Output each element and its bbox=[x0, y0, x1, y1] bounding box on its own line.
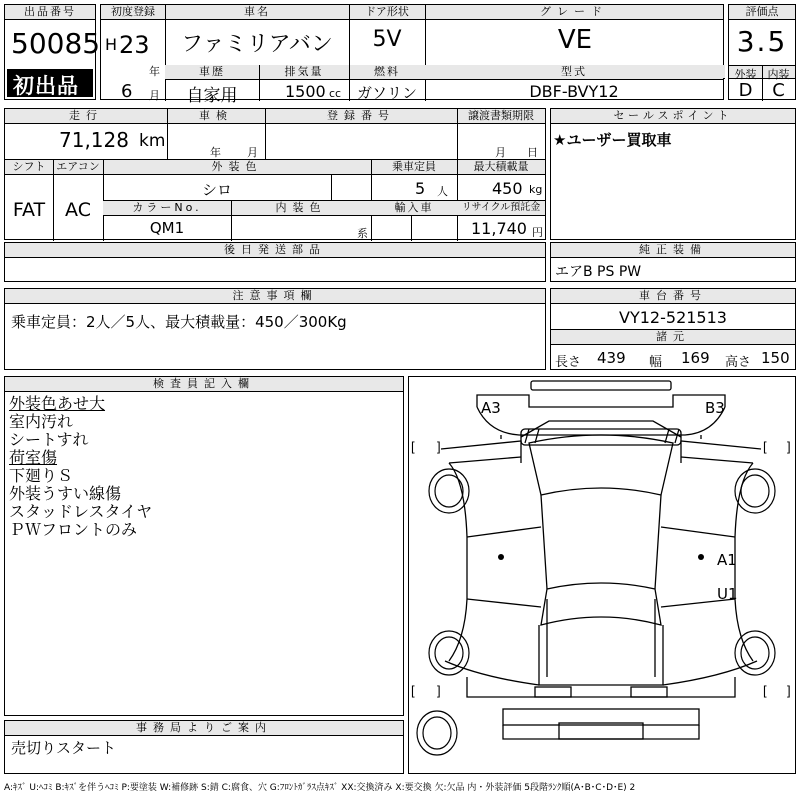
chassis-header: 車台番号 bbox=[551, 289, 795, 304]
model-code-value: DBF-BVY12 bbox=[529, 82, 619, 101]
exterior-grade: D bbox=[738, 80, 753, 101]
diagram-mark-u1: U1 bbox=[717, 585, 738, 603]
notes-box bbox=[4, 288, 546, 370]
max-load-unit: kg bbox=[529, 183, 543, 196]
equipment-box bbox=[550, 242, 796, 282]
selling-point-box bbox=[550, 108, 796, 240]
notes-value: 乗車定員：2人／5人、最大積載量：450／300Kg bbox=[11, 313, 347, 331]
era-label: H bbox=[105, 35, 118, 54]
interior-grade: C bbox=[772, 80, 785, 101]
fuel-header: 燃料 bbox=[349, 65, 425, 80]
vehicle-info-box bbox=[100, 4, 724, 106]
interior-header: 内装 bbox=[767, 68, 790, 81]
svg-text:]: ] bbox=[437, 683, 441, 698]
transfer-header: 譲渡書類期限 bbox=[457, 109, 545, 124]
office-value: 売切りスタート bbox=[11, 739, 117, 757]
lot-number: 50085 bbox=[11, 27, 101, 60]
height-label: 高さ bbox=[725, 355, 752, 370]
transfer-month-unit: 月 bbox=[495, 146, 506, 159]
score-header: 評価点 bbox=[729, 5, 795, 20]
legend-text: A:ｷｽﾞ U:ﾍｺﾐ B:ｷｽﾞを伴うﾍｺﾐ P:要塗装 W:補修跡 S:錆 C:腐食、穴 G:ﾌﾛﾝﾄｶﾞﾗｽ点ｷｽﾞ XX:交換済み X:要交換 欠:欠品 内・外装評価 5段階ﾗﾝｸ順(A･B･C･D･E) 2 bbox=[4, 783, 636, 793]
mileage-header: 走行 bbox=[5, 109, 167, 124]
mileage-value: 71,128 bbox=[59, 128, 129, 152]
svg-text:[: [ bbox=[763, 439, 767, 454]
color-no-header: カラーNo. bbox=[103, 201, 231, 216]
transfer-day-unit: 日 bbox=[527, 146, 538, 159]
office-box bbox=[4, 720, 404, 774]
inspection-year-unit: 年 bbox=[210, 146, 221, 159]
car-name-header: 車名 bbox=[165, 5, 349, 20]
inspector-box bbox=[4, 376, 404, 716]
recycle-value: 11,740 bbox=[471, 219, 527, 238]
car-diagram-svg bbox=[409, 377, 795, 773]
svg-text:[: [ bbox=[411, 439, 415, 454]
displacement-header: 排気量 bbox=[259, 65, 349, 80]
equipment-header: 純正装備 bbox=[551, 243, 795, 258]
recycle-header: リサイクル預託金 bbox=[457, 201, 545, 216]
spec-box bbox=[4, 108, 546, 240]
dimensions-header: 諸元 bbox=[551, 330, 795, 345]
capacity-value: 5 bbox=[415, 179, 426, 198]
inspector-note: ＰＷフロントのみ bbox=[9, 520, 138, 539]
inspector-header: 検査員記入欄 bbox=[5, 377, 403, 392]
width-value: 169 bbox=[681, 349, 710, 367]
svg-text:]: ] bbox=[437, 439, 441, 454]
capacity-header: 乗車定員 bbox=[371, 160, 457, 175]
first-reg-header: 初度登録 bbox=[101, 5, 165, 20]
lot-number-box bbox=[4, 4, 101, 100]
first-listing-label: 初出品 bbox=[13, 74, 79, 98]
int-color-unit: 系 bbox=[357, 227, 368, 240]
capacity-unit: 人 bbox=[437, 185, 448, 198]
import-header: 輸入車 bbox=[371, 201, 457, 216]
length-value: 439 bbox=[597, 349, 626, 367]
svg-text:]: ] bbox=[787, 439, 791, 454]
exterior-header: 外装 bbox=[734, 68, 757, 81]
diagram-mark-b3: B3 bbox=[705, 399, 725, 417]
score-box bbox=[728, 4, 796, 100]
inspector-note: 外装色あせ大 bbox=[9, 394, 106, 413]
width-label: 幅 bbox=[649, 355, 663, 370]
aircon-header: エアコン bbox=[53, 160, 103, 175]
door-type-header: ドア形状 bbox=[349, 5, 425, 20]
later-parts-header: 後日発送部品 bbox=[5, 243, 545, 258]
grade-value: VE bbox=[557, 25, 593, 55]
chassis-box bbox=[550, 288, 796, 370]
inspector-note: 外装うすい線傷 bbox=[9, 484, 122, 503]
month-unit: 月 bbox=[149, 89, 160, 102]
selling-point-value: ★ユーザー買取車 bbox=[553, 131, 672, 149]
model-code-header: 型式 bbox=[425, 65, 723, 80]
chassis-value: VY12-521513 bbox=[619, 308, 727, 327]
reg-no-header: 登録番号 bbox=[265, 109, 457, 124]
diagram-mark-a1: A1 bbox=[717, 551, 737, 569]
displacement-value: 1500 bbox=[285, 82, 326, 101]
office-header: 事務局よりご案内 bbox=[5, 721, 403, 736]
displacement-unit: cc bbox=[329, 87, 342, 100]
length-label: 長さ bbox=[555, 355, 582, 370]
score-value: 3.5 bbox=[736, 25, 788, 58]
inspector-note: 下廻りＳ bbox=[9, 466, 74, 485]
svg-text:[: [ bbox=[411, 683, 415, 698]
vehicle-diagram bbox=[408, 376, 796, 774]
history-value: 自家用 bbox=[186, 86, 238, 106]
int-color-header: 内装色 bbox=[231, 201, 371, 216]
ext-color-value: シロ bbox=[201, 181, 232, 199]
aircon-value: AC bbox=[65, 199, 91, 221]
max-load-value: 450 bbox=[492, 179, 523, 198]
equipment-value: エアB PS PW bbox=[555, 264, 642, 280]
door-type: 5V bbox=[372, 27, 402, 52]
inspector-note: 室内汚れ bbox=[9, 412, 74, 431]
inspection-month-unit: 月 bbox=[247, 146, 258, 159]
notes-header: 注意事項欄 bbox=[5, 289, 545, 304]
inspector-notes-list bbox=[9, 395, 399, 539]
shift-value: FAT bbox=[12, 199, 46, 221]
history-header: 車歴 bbox=[165, 65, 259, 80]
svg-text:]: ] bbox=[787, 683, 791, 698]
recycle-unit: 円 bbox=[532, 226, 543, 239]
reg-month: 6 bbox=[121, 81, 133, 102]
max-load-header: 最大積載量 bbox=[457, 160, 545, 175]
shift-header: シフト bbox=[5, 160, 53, 175]
inspection-header: 車検 bbox=[167, 109, 265, 124]
mileage-unit: km bbox=[139, 131, 166, 151]
diagram-mark-a3: A3 bbox=[481, 399, 501, 417]
inspector-note: シートすれ bbox=[9, 430, 89, 449]
inspector-note: スタッドレスタイヤ bbox=[9, 502, 153, 521]
fuel-value: ガソリン bbox=[356, 84, 417, 102]
svg-text:[: [ bbox=[763, 683, 767, 698]
selling-point-header: セールスポイント bbox=[551, 109, 795, 124]
car-name: ファミリアバン bbox=[181, 32, 333, 57]
reg-year: 23 bbox=[119, 31, 150, 59]
lot-number-header: 出品番号 bbox=[5, 5, 95, 20]
color-no-value: QM1 bbox=[149, 219, 185, 237]
later-parts-box bbox=[4, 242, 546, 282]
grade-header: グレード bbox=[425, 5, 723, 20]
height-value: 150 bbox=[761, 349, 790, 367]
ext-color-header: 外装色 bbox=[103, 160, 371, 175]
inspector-note: 荷室傷 bbox=[9, 448, 58, 467]
year-unit: 年 bbox=[149, 65, 160, 78]
first-listing-badge bbox=[7, 69, 93, 97]
